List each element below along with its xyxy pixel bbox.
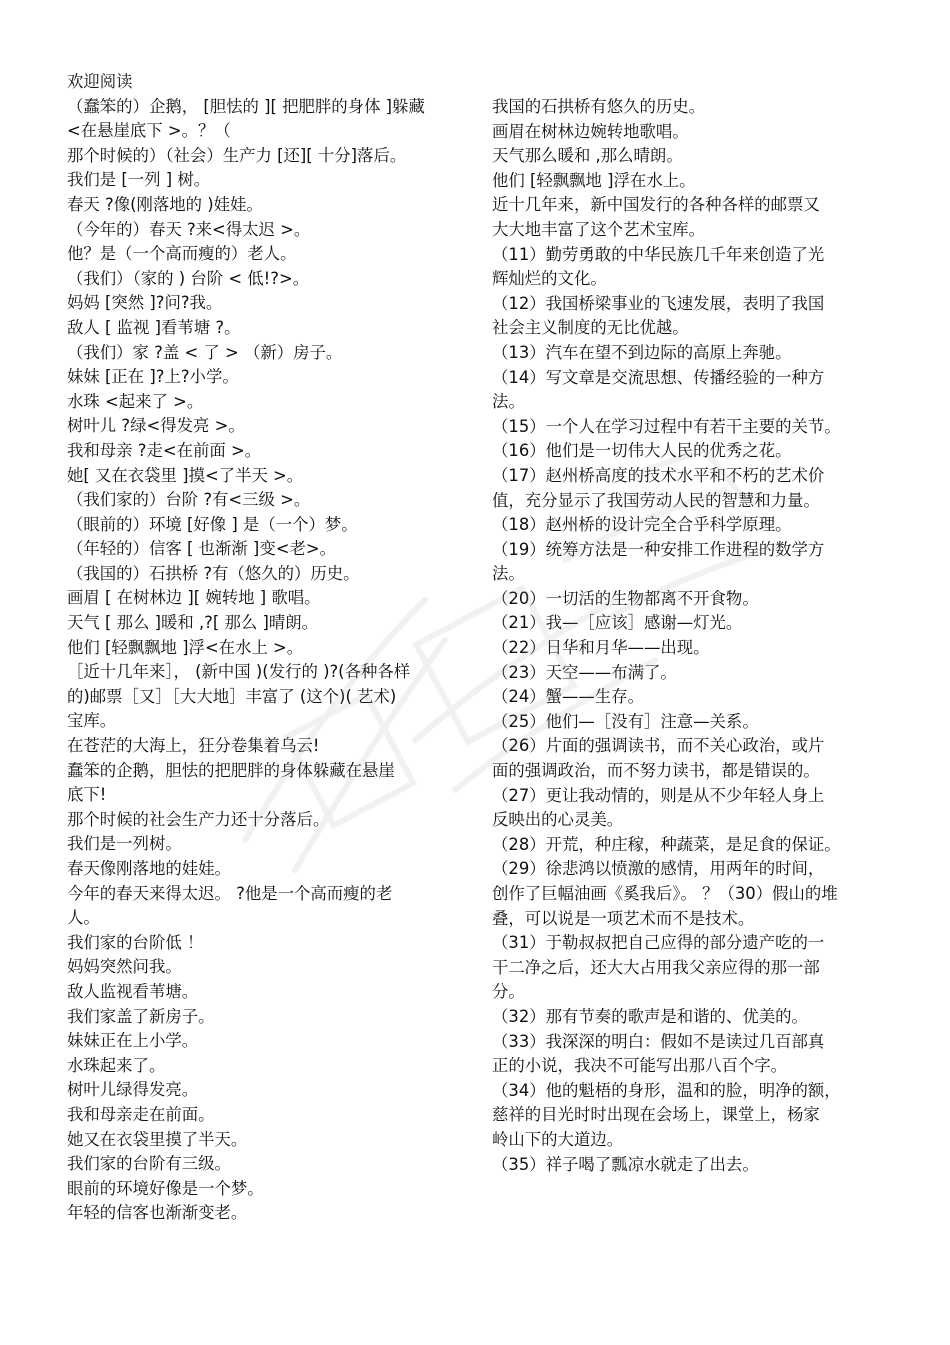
right-column-line: 叠，可以说是一项艺术而不是技术。 xyxy=(492,908,755,928)
left-column-line: （我们）（家的 ) 台阶 < 低!?>。 xyxy=(67,268,310,288)
right-column-line: （20）一切活的生物都离不开食物。 xyxy=(492,588,759,608)
right-column-line: （13）汽车在望不到边际的高原上奔驰。 xyxy=(492,342,792,362)
left-column-line: 树叶儿绿得发亮。 xyxy=(67,1080,199,1100)
right-column-line: （25）他们—［没有］注意—关系。 xyxy=(492,711,759,731)
right-column-line: （31）于勒叔叔把自己应得的部分遗产吃的一 xyxy=(492,933,825,953)
right-column-line: （18）赵州桥的设计完全合乎科学原理。 xyxy=(492,515,792,535)
left-column-line: 妹妹 [正在 ]?上?小学。 xyxy=(67,367,239,387)
right-column-line: （32）那有节奏的歌声是和谐的、优美的。 xyxy=(492,1006,808,1026)
right-column-line: 值，充分显示了我国劳动人民的智慧和力量。 xyxy=(492,490,820,510)
right-column xyxy=(492,95,887,1177)
left-column-line: 今年的春天来得太迟。 ?他是一个高而瘦的老 xyxy=(67,883,393,903)
right-column-line: 干二净之后，还大大占用我父亲应得的那一部 xyxy=(492,957,820,977)
left-column-line: 妹妹正在上小学。 xyxy=(67,1031,199,1051)
left-column-line: 天气 [ 那么 ]暖和 ,?[ 那么 ]晴朗。 xyxy=(67,613,319,633)
right-column-line: （21）我—［应该］感谢—灯光。 xyxy=(492,613,743,633)
left-column-line: （年轻的）信客 [ 也渐渐 ]变<老>。 xyxy=(67,539,336,559)
right-column-line: 正的小说，我决不可能写出那八百个字。 xyxy=(492,1056,788,1076)
left-column-line: 树叶儿 ?绿<得发亮 >。 xyxy=(67,416,245,436)
right-column-line: （16）他们是一切伟大人民的优秀之花。 xyxy=(492,441,792,461)
left-column-line: 她又在衣袋里摸了半天。 xyxy=(67,1129,248,1149)
right-column-line: 他们 [轻飘飘地 ]浮在水上。 xyxy=(492,170,696,190)
right-column-line: （33）我深深的明白：假如不是读过几百部真 xyxy=(492,1031,825,1051)
left-column-line: （我们）家 ?盖 < 了 > （新）房子。 xyxy=(67,342,343,362)
right-column-line: （24）蟹——生存。 xyxy=(492,687,644,707)
left-column-line: 妈妈突然问我。 xyxy=(67,957,182,977)
right-column-line: （26）片面的强调读书，而不关心政治，或片 xyxy=(492,736,825,756)
left-column-line: 她[ 又在衣袋里 ]摸<了半天 >。 xyxy=(67,465,304,485)
right-column-line: 岭山下的大道边。 xyxy=(492,1129,624,1149)
left-column-line: 妈妈 [突然 ]?问?我。 xyxy=(67,293,223,313)
left-column-line: 我们是一列树。 xyxy=(67,834,182,854)
left-column-line: <在悬崖底下 >。？（ xyxy=(67,121,231,141)
left-column-line: 我们家的台阶低 ！ xyxy=(67,932,204,952)
left-column-line: 蠢笨的企鹅，胆怯的把肥胖的身体躲藏在悬崖 xyxy=(67,760,395,780)
left-column-line: 底下! xyxy=(67,785,107,805)
left-column-line: 我和母亲 ?走<在前面 >。 xyxy=(67,440,262,460)
right-column-line: 大大地丰富了这个艺术宝库。 xyxy=(492,219,706,239)
right-column-line: （29）徐悲鸿以愤激的感情，用两年的时间， xyxy=(492,859,825,879)
left-column-line: 眼前的环境好像是一个梦。 xyxy=(67,1178,264,1198)
left-column-line: 他们 [轻飘飘地 ]浮<在水上 >。 xyxy=(67,637,304,657)
left-column-line: （蠢笨的）企鹅， [胆怯的 ][ 把肥胖的身体 ]躲藏 xyxy=(67,96,425,116)
right-column-line: 面的强调政治，而不努力读书，都是错误的。 xyxy=(492,761,820,781)
left-column-line: 那个时候的社会生产力还十分落后。 xyxy=(67,809,330,829)
left-column-line: 敌人监视看苇塘。 xyxy=(67,981,199,1001)
left-column-line: 年轻的信客也渐渐变老。 xyxy=(67,1203,248,1223)
left-column-line: 我们家盖了新房子。 xyxy=(67,1006,215,1026)
left-column-line: 人。 xyxy=(67,908,100,928)
right-column-line: （17）赵州桥高度的技术水平和不朽的艺术价 xyxy=(492,465,825,485)
left-column-line: （眼前的）环境 [好像 ] 是（一个）梦。 xyxy=(67,514,358,534)
left-column-line: 水珠起来了。 xyxy=(67,1055,166,1075)
left-column-line: （今年的）春天 ?来<得太迟 >。 xyxy=(67,219,311,239)
left-column-line: 的)邮票［又］［大大地］丰富了 (这个)( 艺术) xyxy=(67,686,397,706)
left-column xyxy=(67,70,467,1226)
right-column-line: （12）我国桥梁事业的飞速发展，表明了我国 xyxy=(492,293,825,313)
left-column-line: 欢迎阅读 xyxy=(67,72,133,91)
right-column-line: 创作了巨幅油画《奚我后》。 ？（30）假山的堆 xyxy=(492,884,838,903)
right-column-line: （23）天空——布满了。 xyxy=(492,662,677,682)
right-column-line: 分。 xyxy=(492,982,525,1002)
right-column-line: 反映出的心灵美。 xyxy=(492,810,624,830)
left-column-line: 那个时候的）（社会）生产力 [还][ 十分]落后。 xyxy=(67,145,407,165)
right-column-line: （15）一个人在学习过程中有若干主要的关节。 xyxy=(492,416,841,436)
right-column-line: 社会主义制度的无比优越。 xyxy=(492,318,689,338)
left-column-line: 我们是 [一列 ] 树。 xyxy=(67,170,211,190)
left-column-line: 在苍茫的大海上，狂分卷集着乌云! xyxy=(67,736,320,756)
left-column-line: 宝库。 xyxy=(67,711,117,731)
right-column-line: 法。 xyxy=(492,392,525,412)
right-column-line: 画眉在树林边婉转地歌唱。 xyxy=(492,121,689,141)
right-column-line: （11）勤劳勇敢的中华民族几千年来创造了光 xyxy=(492,244,825,264)
left-column-line: （我们家的）台阶 ?有<三级 >。 xyxy=(67,490,311,510)
right-column-line: （27）更让我动情的，则是从不少年轻人身上 xyxy=(492,785,825,805)
left-column-line: 他？是（一个高而瘦的）老人。 xyxy=(67,244,297,264)
right-column-line: 我国的石拱桥有悠久的历史。 xyxy=(492,97,706,116)
right-column-line: （28）开荒，种庄稼，种蔬菜，是足食的保证。 xyxy=(492,834,841,854)
right-column-line: （22）日华和月华——出现。 xyxy=(492,638,710,658)
left-column-line: ［近十几年来］， (新中国 )(发行的 )?(各种各样 xyxy=(67,662,411,682)
right-column-line: （34）他的魁梧的身形，温和的脸，明净的额， xyxy=(492,1080,841,1100)
left-column-line: （我国的）石拱桥 ?有（悠久的）历史。 xyxy=(67,563,360,583)
right-column-line: 天气那么暖和 ,那么晴朗。 xyxy=(492,146,683,166)
left-column-line: 我和母亲走在前面。 xyxy=(67,1104,215,1124)
right-column-line: 辉灿烂的文化。 xyxy=(492,269,607,289)
left-column-line: 水珠 <起来了 >。 xyxy=(67,391,204,411)
right-column-line: （35）祥子喝了瓢凉水就走了出去。 xyxy=(492,1154,759,1174)
right-column-line: 近十几年来，新中国发行的各种各样的邮票又 xyxy=(492,195,820,215)
right-column-line: 法。 xyxy=(492,564,525,584)
left-column-line: 我们家的台阶有三级。 xyxy=(67,1154,231,1174)
right-column-line: （14）写文章是交流思想、传播经验的一种方 xyxy=(492,367,825,387)
left-column-line: 画眉 [ 在树林边 ][ 婉转地 ] 歌唱。 xyxy=(67,588,321,608)
right-column-line: （19）统筹方法是一种安排工作进程的数学方 xyxy=(492,539,825,559)
left-column-line: 春天像刚落地的娃娃。 xyxy=(67,859,231,878)
left-column-line: 敌人 [ 监视 ]看苇塘 ?。 xyxy=(67,317,241,337)
left-column-line: 春天 ?像(刚落地的 )娃娃。 xyxy=(67,194,263,214)
right-column-line: 慈祥的目光时时出现在会场上，课堂上，杨家 xyxy=(492,1105,820,1125)
